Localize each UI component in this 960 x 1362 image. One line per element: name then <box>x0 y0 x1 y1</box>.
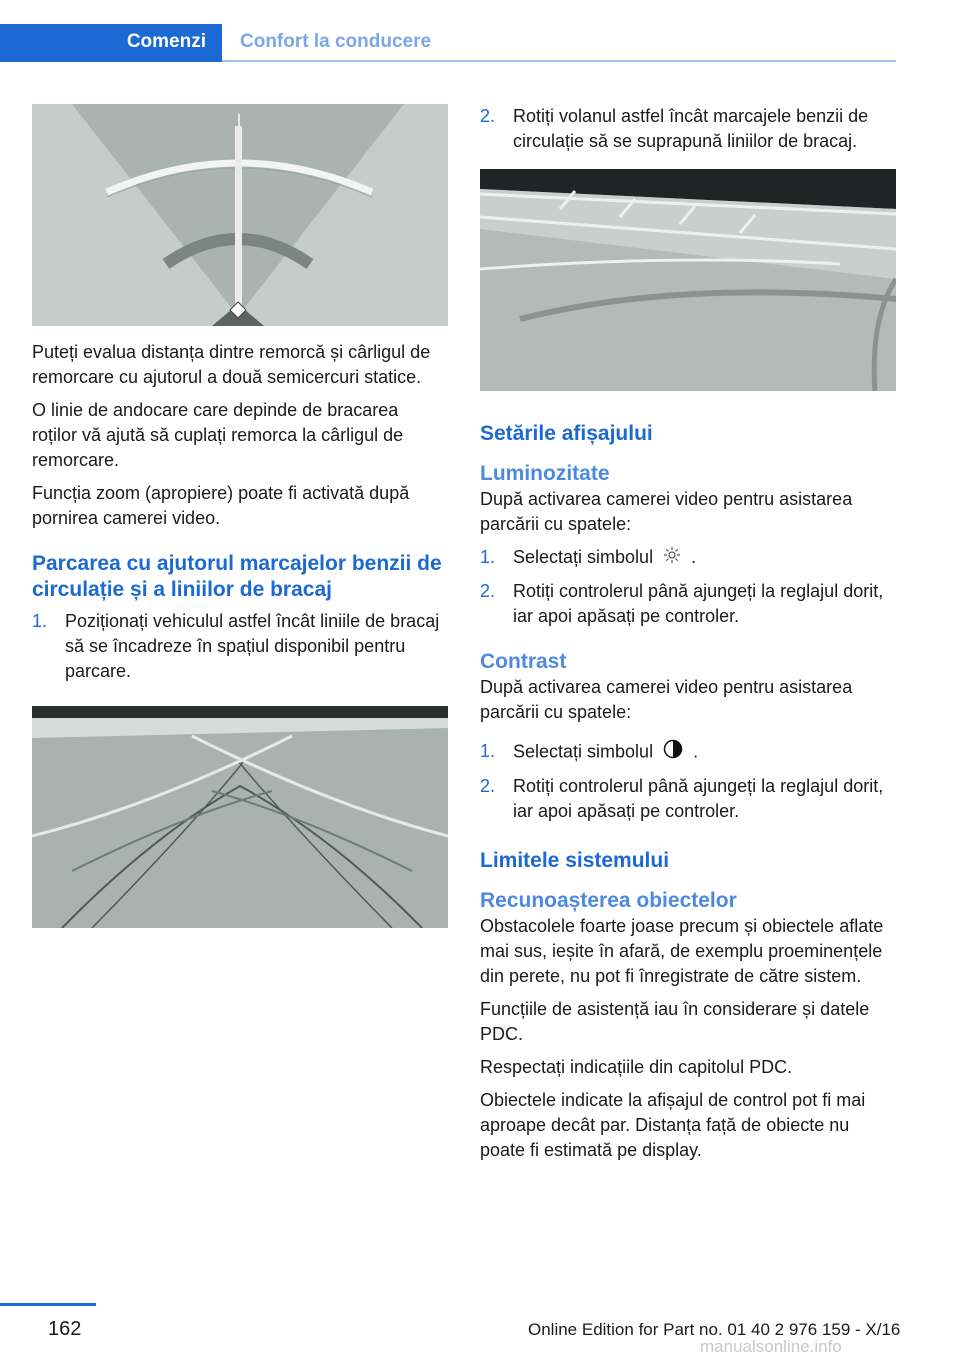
step-text: Rotiți controlerul până ajungeți la reglajul dorit, iar apoi apăsați pe controler. <box>513 580 884 626</box>
paragraph-distance-warning: Obiectele indicate la afișajul de control pot fi mai aproape decât par. Distanța față de obiecte nu poate fi estimată pe display. <box>480 1089 866 1160</box>
list-item <box>480 104 896 154</box>
contrast-steps-list <box>480 739 896 824</box>
step-text-end: . <box>693 741 699 761</box>
step-number: 1. <box>32 611 48 631</box>
parking-steps-list <box>32 609 448 684</box>
heading-object-recognition: Recunoașterea obiectelor <box>480 888 737 912</box>
paragraph-semicircles: Puteți evalua distanța dintre remorcă și cârligul de remorcare cu ajutorul a două semicercuri statice. <box>32 342 431 387</box>
step-number: 1. <box>480 547 496 567</box>
list-item <box>480 774 896 824</box>
step-number: 1. <box>480 740 496 761</box>
step-text-end: . <box>691 547 697 567</box>
contrast-half-circle-icon <box>663 739 683 766</box>
step-text: Rotiți controlerul până ajungeți la reglajul dorit, iar apoi apăsați pe controler. <box>513 775 884 821</box>
header-divider <box>222 60 896 62</box>
brightness-sun-icon <box>663 546 681 571</box>
left-column <box>32 104 448 928</box>
step-text: Selectați simbolul <box>513 741 654 761</box>
right-column <box>480 104 896 1163</box>
list-item <box>480 579 896 629</box>
turning-lines-figure <box>32 706 448 928</box>
list-item <box>480 545 896 571</box>
heading-parking-lines: Parcarea cu ajutorul marcajelor benzii de circulație și a liniilor de bracaj <box>32 552 442 601</box>
tab-confort-la-conducere[interactable]: Confort la conducere <box>240 31 432 52</box>
step-text: Poziționați vehiculul astfel încât liniile de bracaj să se încadreze în spațiul disponibil pentru parcare. <box>65 611 440 681</box>
paragraph-pdc-chapter: Respectați indicațiile din capitolul PDC. <box>480 1056 793 1077</box>
step-text: Selectați simbolul <box>513 547 654 567</box>
brightness-steps-list <box>480 545 896 629</box>
parking-steps-continued <box>480 104 896 154</box>
paragraph-contrast-intro: După activarea camerei video pentru asistarea parcării cu spatele: <box>480 676 853 722</box>
lane-markings-figure <box>480 169 896 391</box>
paragraph-low-obstacles: Obstacolele foarte joase precum și obiectele aflate mai sus, ieșite în afară, de exemplu proeminențele din perete, nu pot fi înregistrate de către sistem. <box>480 915 884 986</box>
paragraph-zoom: Funcția zoom (apropiere) poate fi activată după pornirea camerei video. <box>32 483 410 528</box>
tab-comenzi[interactable]: Comenzi <box>0 24 222 62</box>
page-header <box>0 0 960 64</box>
paragraph-brightness-intro: După activarea camerei video pentru asistarea parcării cu spatele: <box>480 489 853 534</box>
trailer-hitch-camera-figure <box>32 104 448 326</box>
footer-accent-bar <box>0 1303 96 1306</box>
step-number: 2. <box>480 580 496 601</box>
list-item <box>480 739 896 766</box>
step-number: 2. <box>480 775 496 796</box>
list-item <box>32 609 448 684</box>
paragraph-pdc-data: Funcțiile de asistență iau în considerare și datele PDC. <box>480 998 870 1044</box>
heading-brightness: Luminozitate <box>480 462 610 485</box>
heading-contrast: Contrast <box>480 649 567 673</box>
edition-info: Online Edition for Part no. 01 40 2 976 159 - X/16 <box>528 1320 901 1339</box>
step-text: Rotiți volanul astfel încât marcajele benzii de circulație să se suprapună liniilor de bracaj. <box>513 106 869 151</box>
heading-display-settings: Setările afișajului <box>480 422 653 445</box>
heading-system-limits: Limitele sistemului <box>480 848 670 872</box>
watermark: manualsonline.info <box>700 1337 842 1356</box>
step-number: 2. <box>480 106 496 126</box>
page-number: 162 <box>48 1318 82 1340</box>
paragraph-docking-line: O linie de andocare care depinde de bracarea roților vă ajută să cuplați remorca la cârligul de remorcare. <box>32 400 404 470</box>
